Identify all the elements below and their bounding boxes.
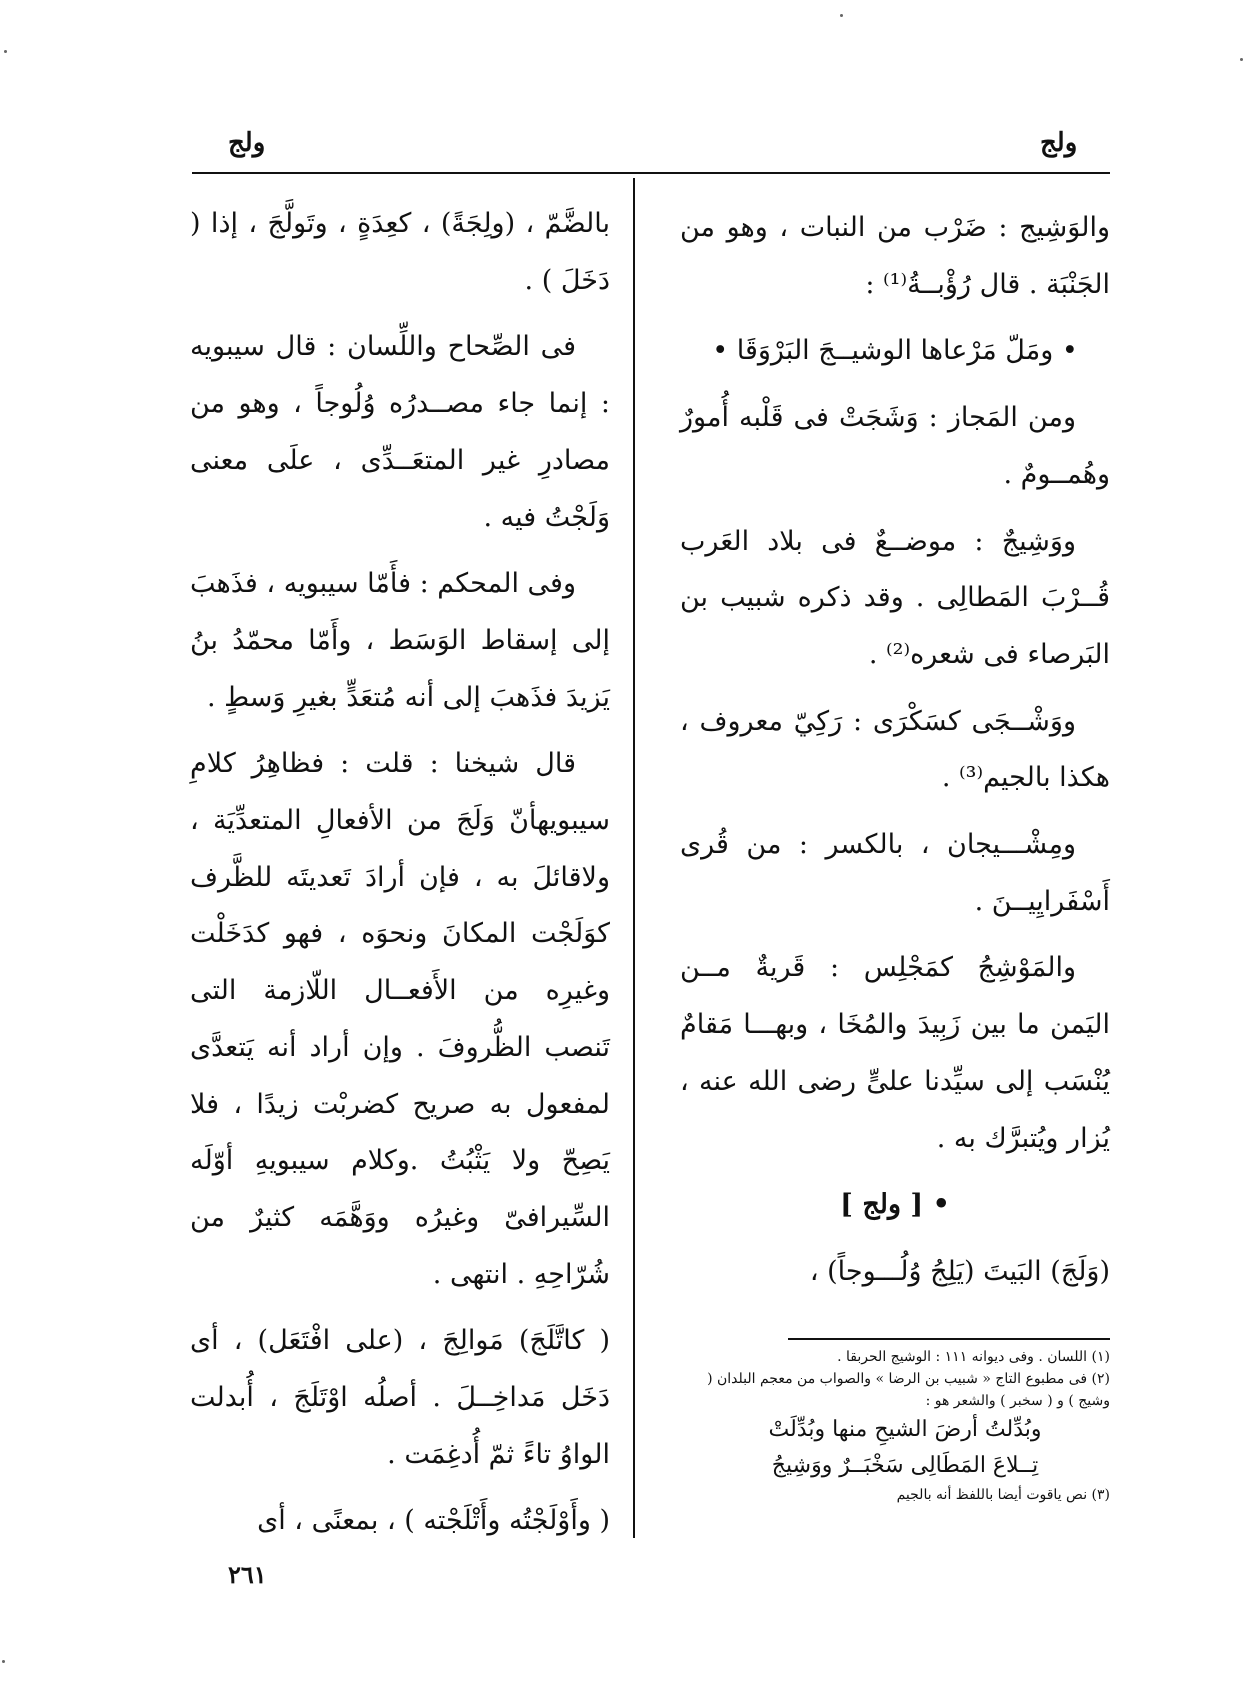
running-header-right: ولج [1040,128,1078,158]
scan-speck [4,50,7,53]
footnote-verse: وبُدِّلتُ أرضَ الشيحِ منها وبُدِّلَتْ [768,1417,1042,1442]
paragraph: (وَلَجَ) البَيتَ (يَلِجُ وُلُـــوجاً) ، [809,1255,1110,1287]
verse-line: • ومَلّ مَرْعاها الوشيــجَ البَرْوَقَا • [712,335,1078,367]
footnote: (٢) فى مطبوع التاج « شبيب بن الرضا » والصواب من معجم البلدان ( وشيج ) و ( سخبر ) والشعر هو : [707,1371,1110,1409]
paragraph: ومِشْـــيجان ، بالكسر : من قُرى أَسْفَرايِيــنَ . [680,829,1110,917]
footnote: (١) اللسان . وفى ديوانه ١١١ : الوشيج الحربقا . [837,1349,1110,1365]
entry-heading: • [ ولج ] [840,1189,950,1221]
paragraph: وفى المحكم : فأَمّا سيبويه ، فذَهبَ إلى إسقاط الوَسَط ، وأَمّا محمّدُ بنُ يَزيدَ فذَهبَ إلى أنه مُتعَدٍّ بغيرِ وَسطٍ . [190,568,610,713]
paragraph: والوَشِيج : ضَرْب من النبات ، وهو من الجَنْبَة . قال رُؤْبــةُ⁽¹⁾ : [680,212,1110,300]
paragraph: قال شيخنا : قلت : فظاهِرُ كلامِ سيبويهأنّ وَلَجَ من الأفعالِ المتعدِّيَة ، ولاقائلَ به ، فإن أرادَ تَعديتَه للظَّرف كوَلَجْت المكانَ ونحوَه ، فهو كدَخَلْت وغيرِه من الأَفعــال اللّازمة التى تَنصب الظُّروفَ . وإن أراد أنه يَتعدَّى لمفعول به صريح كضربْت زيدًا ، فلا يَصِحّ ولا يَثْبُتُ .وكلام سيبويهِ أوّلَه السِّيرافىّ وغيرُه ووَهَّمَه كثيرٌ من شُرّاحِهِ . انتهى . [190,748,610,1290]
paragraph: ( وأَوْلَجْتُه وأَتْلَجْته ) ، بمعنًى ، أى [257,1505,610,1537]
scan-speck [1240,58,1243,61]
footnotes [700,1346,1110,1506]
scan-speck [840,14,843,17]
paragraph: فى الصِّحاح واللِّسان : قال سيبويه : إنما جاء مصــدرُه وُلُوجاً ، وهو من مصادرِ غير المتعَــدِّى ، علَى معنى وَلَجْتُ فيه . [190,331,610,533]
scan-speck [2,1660,5,1663]
paragraph: ومن المَجاز : وَشَجَتْ فى قَلْبه أُمورٌ وهُمــومٌ . [680,402,1110,490]
column-divider [633,178,635,1538]
right-column [680,200,1110,1320]
paragraph: والمَوْشِجُ كمَجْلِس : قَريةٌ مــن اليَمن ما بين زَبِيدَ والمُخَا ، وبهـــا مَقامٌ يُنْسَب إلى سيِّدنا علىٍّ رضى الله عنه ، يُزار ويُتبرَّك به . [680,952,1110,1154]
paragraph: ووَشِيجٌ : موضــعٌ فى بلاد العَرب قُــرْبَ المَطالِى . وقد ذكره شبيب بن البَرصاء فى شعره⁽²⁾ . [680,525,1110,670]
page-number: ٢٦١ [228,1560,267,1589]
paragraph: ( كاتَّلَجَ) مَوالِجَ ، (على افْتَعَل) ، أى دَخَل مَداخِــلَ . أصلُه اوْتَلَجَ ، أُبدلت الواوُ تاءً ثمّ أُدغِمَت . [190,1325,610,1470]
footnote-rule [788,1338,1110,1340]
left-column [190,196,610,1536]
footnote: (٣) نص ياقوت أيضا باللفظ أنه بالجيم [896,1487,1110,1503]
footnote-verse: تِــلاعَ المَطَالِى سَخْبَــرٌ ووَشِيجُ [771,1453,1039,1478]
header-rule [192,172,1110,174]
running-header-left: ولج [228,128,266,158]
paragraph: بالضَّمّ ، (ولِجَةً) ، كعِدَةٍ ، وتَولَّجَ ، إذا ( دَخَلَ ) . [190,208,610,296]
paragraph: ووَشْــجَى كسَكْرَى : رَكِيّ معروف ، هكذا بالجيم⁽³⁾ . [680,705,1110,794]
